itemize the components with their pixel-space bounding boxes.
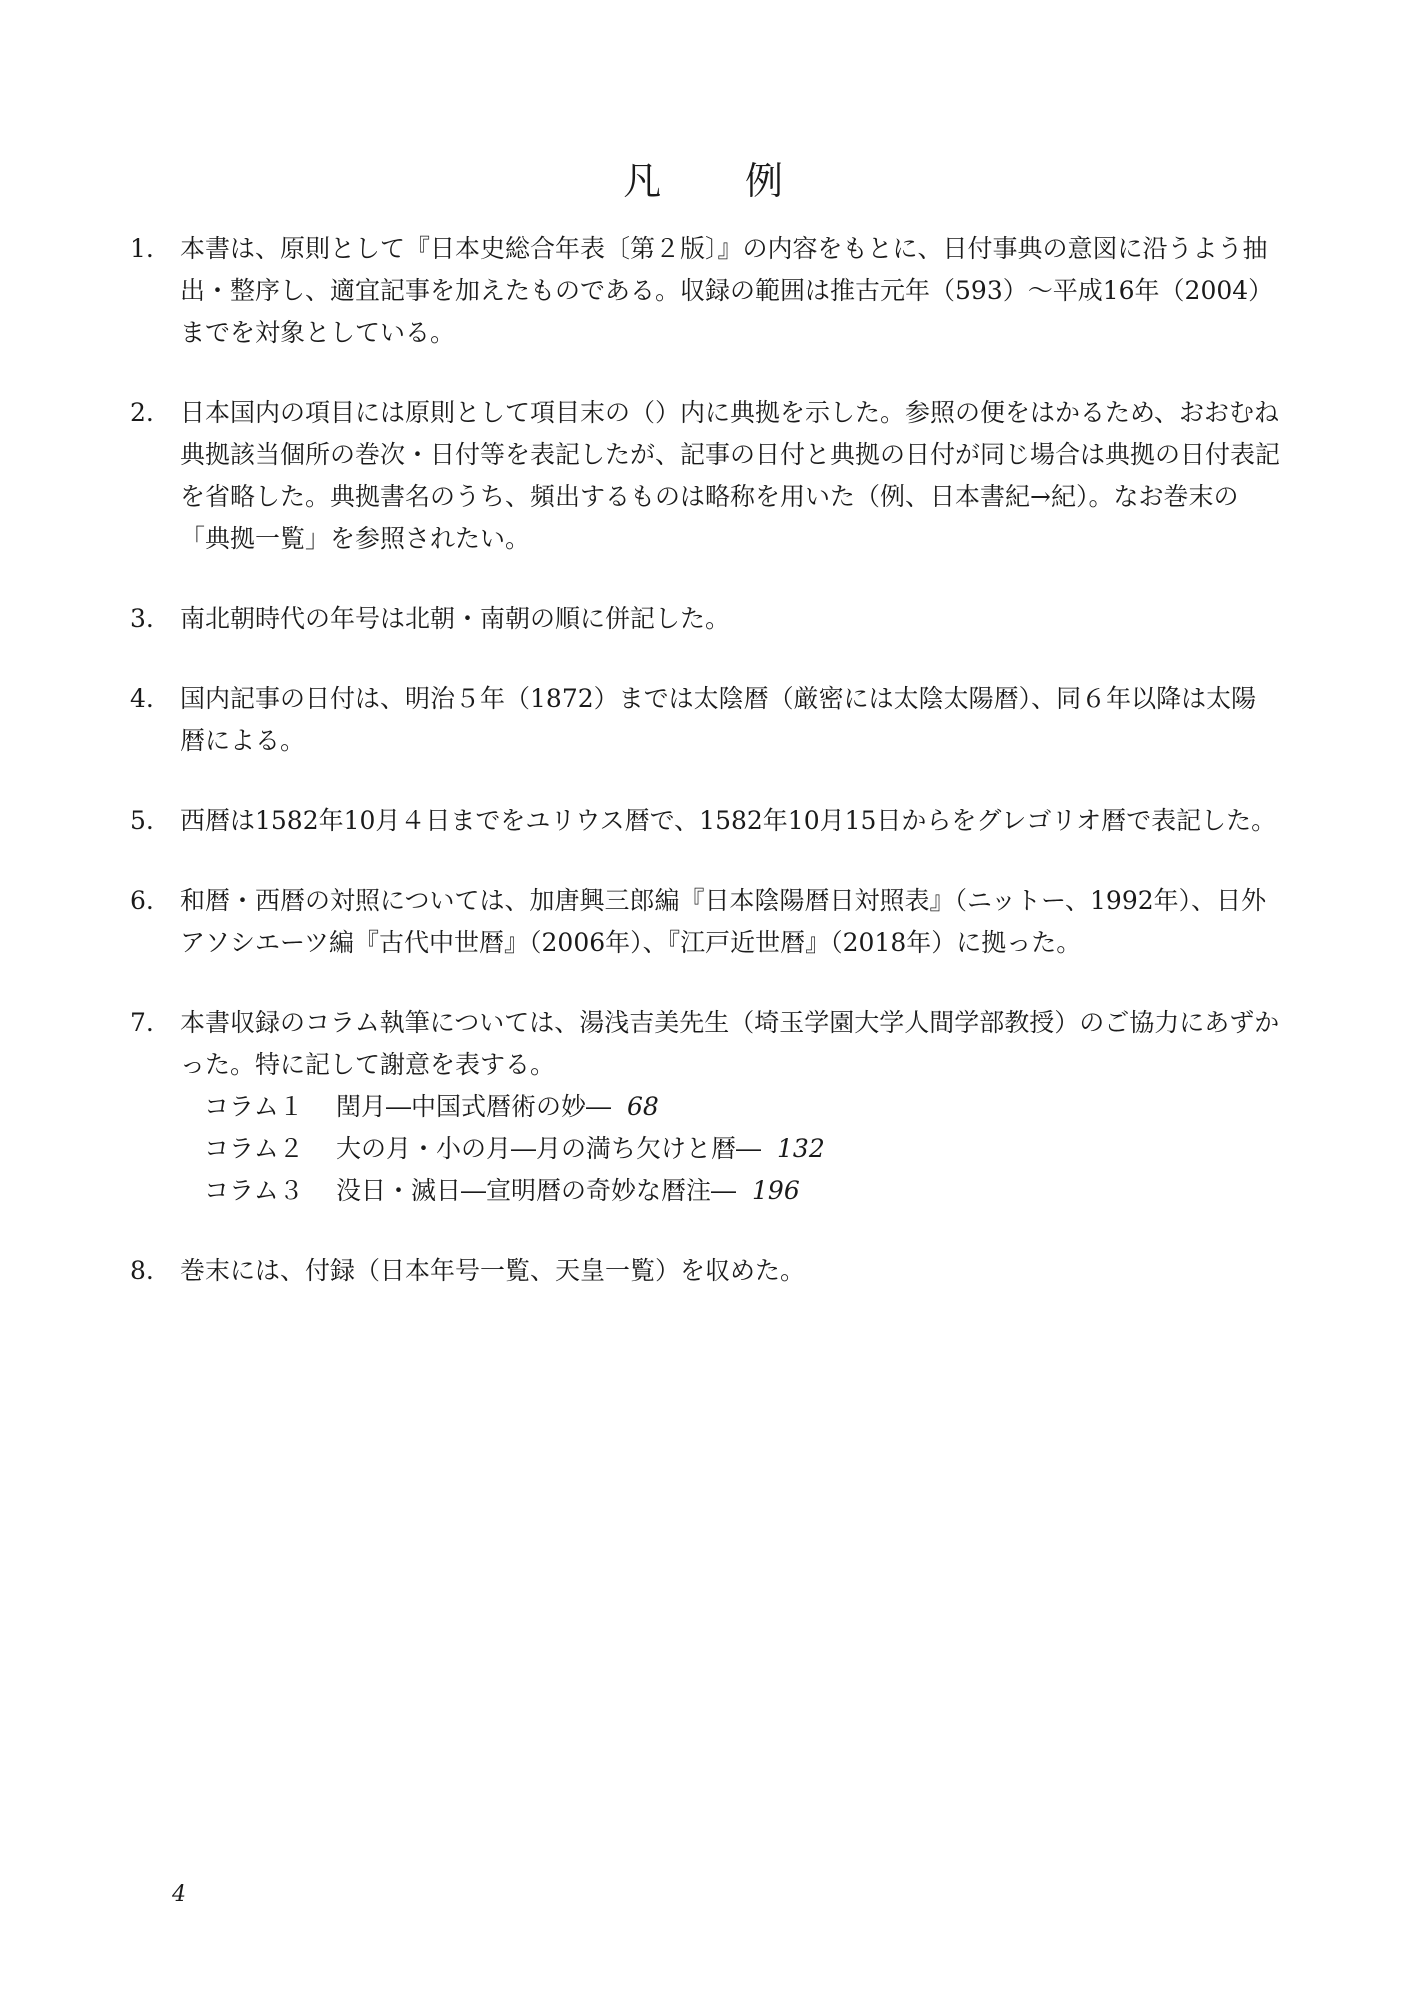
note-item-3 xyxy=(130,598,1280,640)
column-entry xyxy=(204,1086,1280,1128)
column-title: 没日・滅日―宣明暦の奇妙な暦注― xyxy=(336,1176,737,1205)
column-title: 大の月・小の月―月の満ち欠けと暦― xyxy=(336,1134,762,1163)
column-label: コラム１ xyxy=(204,1092,304,1121)
column-page: 132 xyxy=(777,1134,825,1163)
column-page: 68 xyxy=(627,1092,659,1121)
note-item-4 xyxy=(130,678,1280,762)
column-list xyxy=(180,1086,1280,1212)
note-text: 和暦・西暦の対照については、加唐興三郎編『日本陰陽暦日対照表』（ニットー、1992年）、日外アソシエーツ編『古代中世暦』（2006年）、『江戸近世暦』（2018年）に拠った。 xyxy=(180,886,1267,957)
column-label: コラム３ xyxy=(204,1176,304,1205)
note-number: 7. xyxy=(130,1008,154,1037)
note-number: 4. xyxy=(130,684,154,713)
note-text: 巻末には、付録（日本年号一覧、天皇一覧）を収めた。 xyxy=(180,1256,806,1285)
page-title xyxy=(0,150,1410,205)
note-text: 本書は、原則として『日本史総合年表〔第２版〕』の内容をもとに、日付事典の意図に沿うよう抽出・整序し、適宜記事を加えたものである。収録の範囲は推古元年（593）〜平成16年（2004）までを対象としている。 xyxy=(180,234,1274,347)
column-label: コラム２ xyxy=(204,1134,304,1163)
note-item-2 xyxy=(130,392,1280,560)
note-number: 3. xyxy=(130,604,154,633)
note-item-1 xyxy=(130,228,1280,354)
page-title-char-2: 例 xyxy=(745,159,787,203)
note-item-8 xyxy=(130,1250,1280,1292)
note-number: 5. xyxy=(130,806,154,835)
note-text: 日本国内の項目には原則として項目末の（）内に典拠を示した。参照の便をはかるため、おおむね典拠該当個所の巻次・日付等を表記したが、記事の日付と典拠の日付が同じ場合は典拠の日付表記を省略した。典拠書名のうち、頻出するものは略称を用いた（例、日本書紀→紀）。なお巻末の「典拠一覧」を参照されたい。 xyxy=(180,398,1281,553)
column-title: 閏月―中国式暦術の妙― xyxy=(336,1092,612,1121)
column-entry xyxy=(204,1170,1280,1212)
note-item-6 xyxy=(130,880,1280,964)
note-item-5 xyxy=(130,800,1280,842)
note-number: 6. xyxy=(130,886,154,915)
note-number: 1. xyxy=(130,234,154,263)
page-number: 4 xyxy=(172,1882,186,1907)
page-title-char-1: 凡 xyxy=(623,159,665,203)
note-number: 8. xyxy=(130,1256,154,1285)
note-item-7 xyxy=(130,1002,1280,1212)
column-entry xyxy=(204,1128,1280,1170)
note-number: 2. xyxy=(130,398,154,427)
note-text: 西暦は1582年10月４日までをユリウス暦で、1582年10月15日からをグレゴリオ暦で表記した。 xyxy=(180,806,1277,835)
note-text: 国内記事の日付は、明治５年（1872）までは太陰暦（厳密には太陰太陽暦）、同６年以降は太陽暦による。 xyxy=(180,684,1257,755)
column-page: 196 xyxy=(752,1176,800,1205)
note-text: 南北朝時代の年号は北朝・南朝の順に併記した。 xyxy=(180,604,731,633)
note-text: 本書収録のコラム執筆については、湯浅吉美先生（埼玉学園大学人間学部教授）のご協力にあずかった。特に記して謝意を表する。 xyxy=(180,1008,1280,1079)
notes-list xyxy=(130,228,1280,1330)
